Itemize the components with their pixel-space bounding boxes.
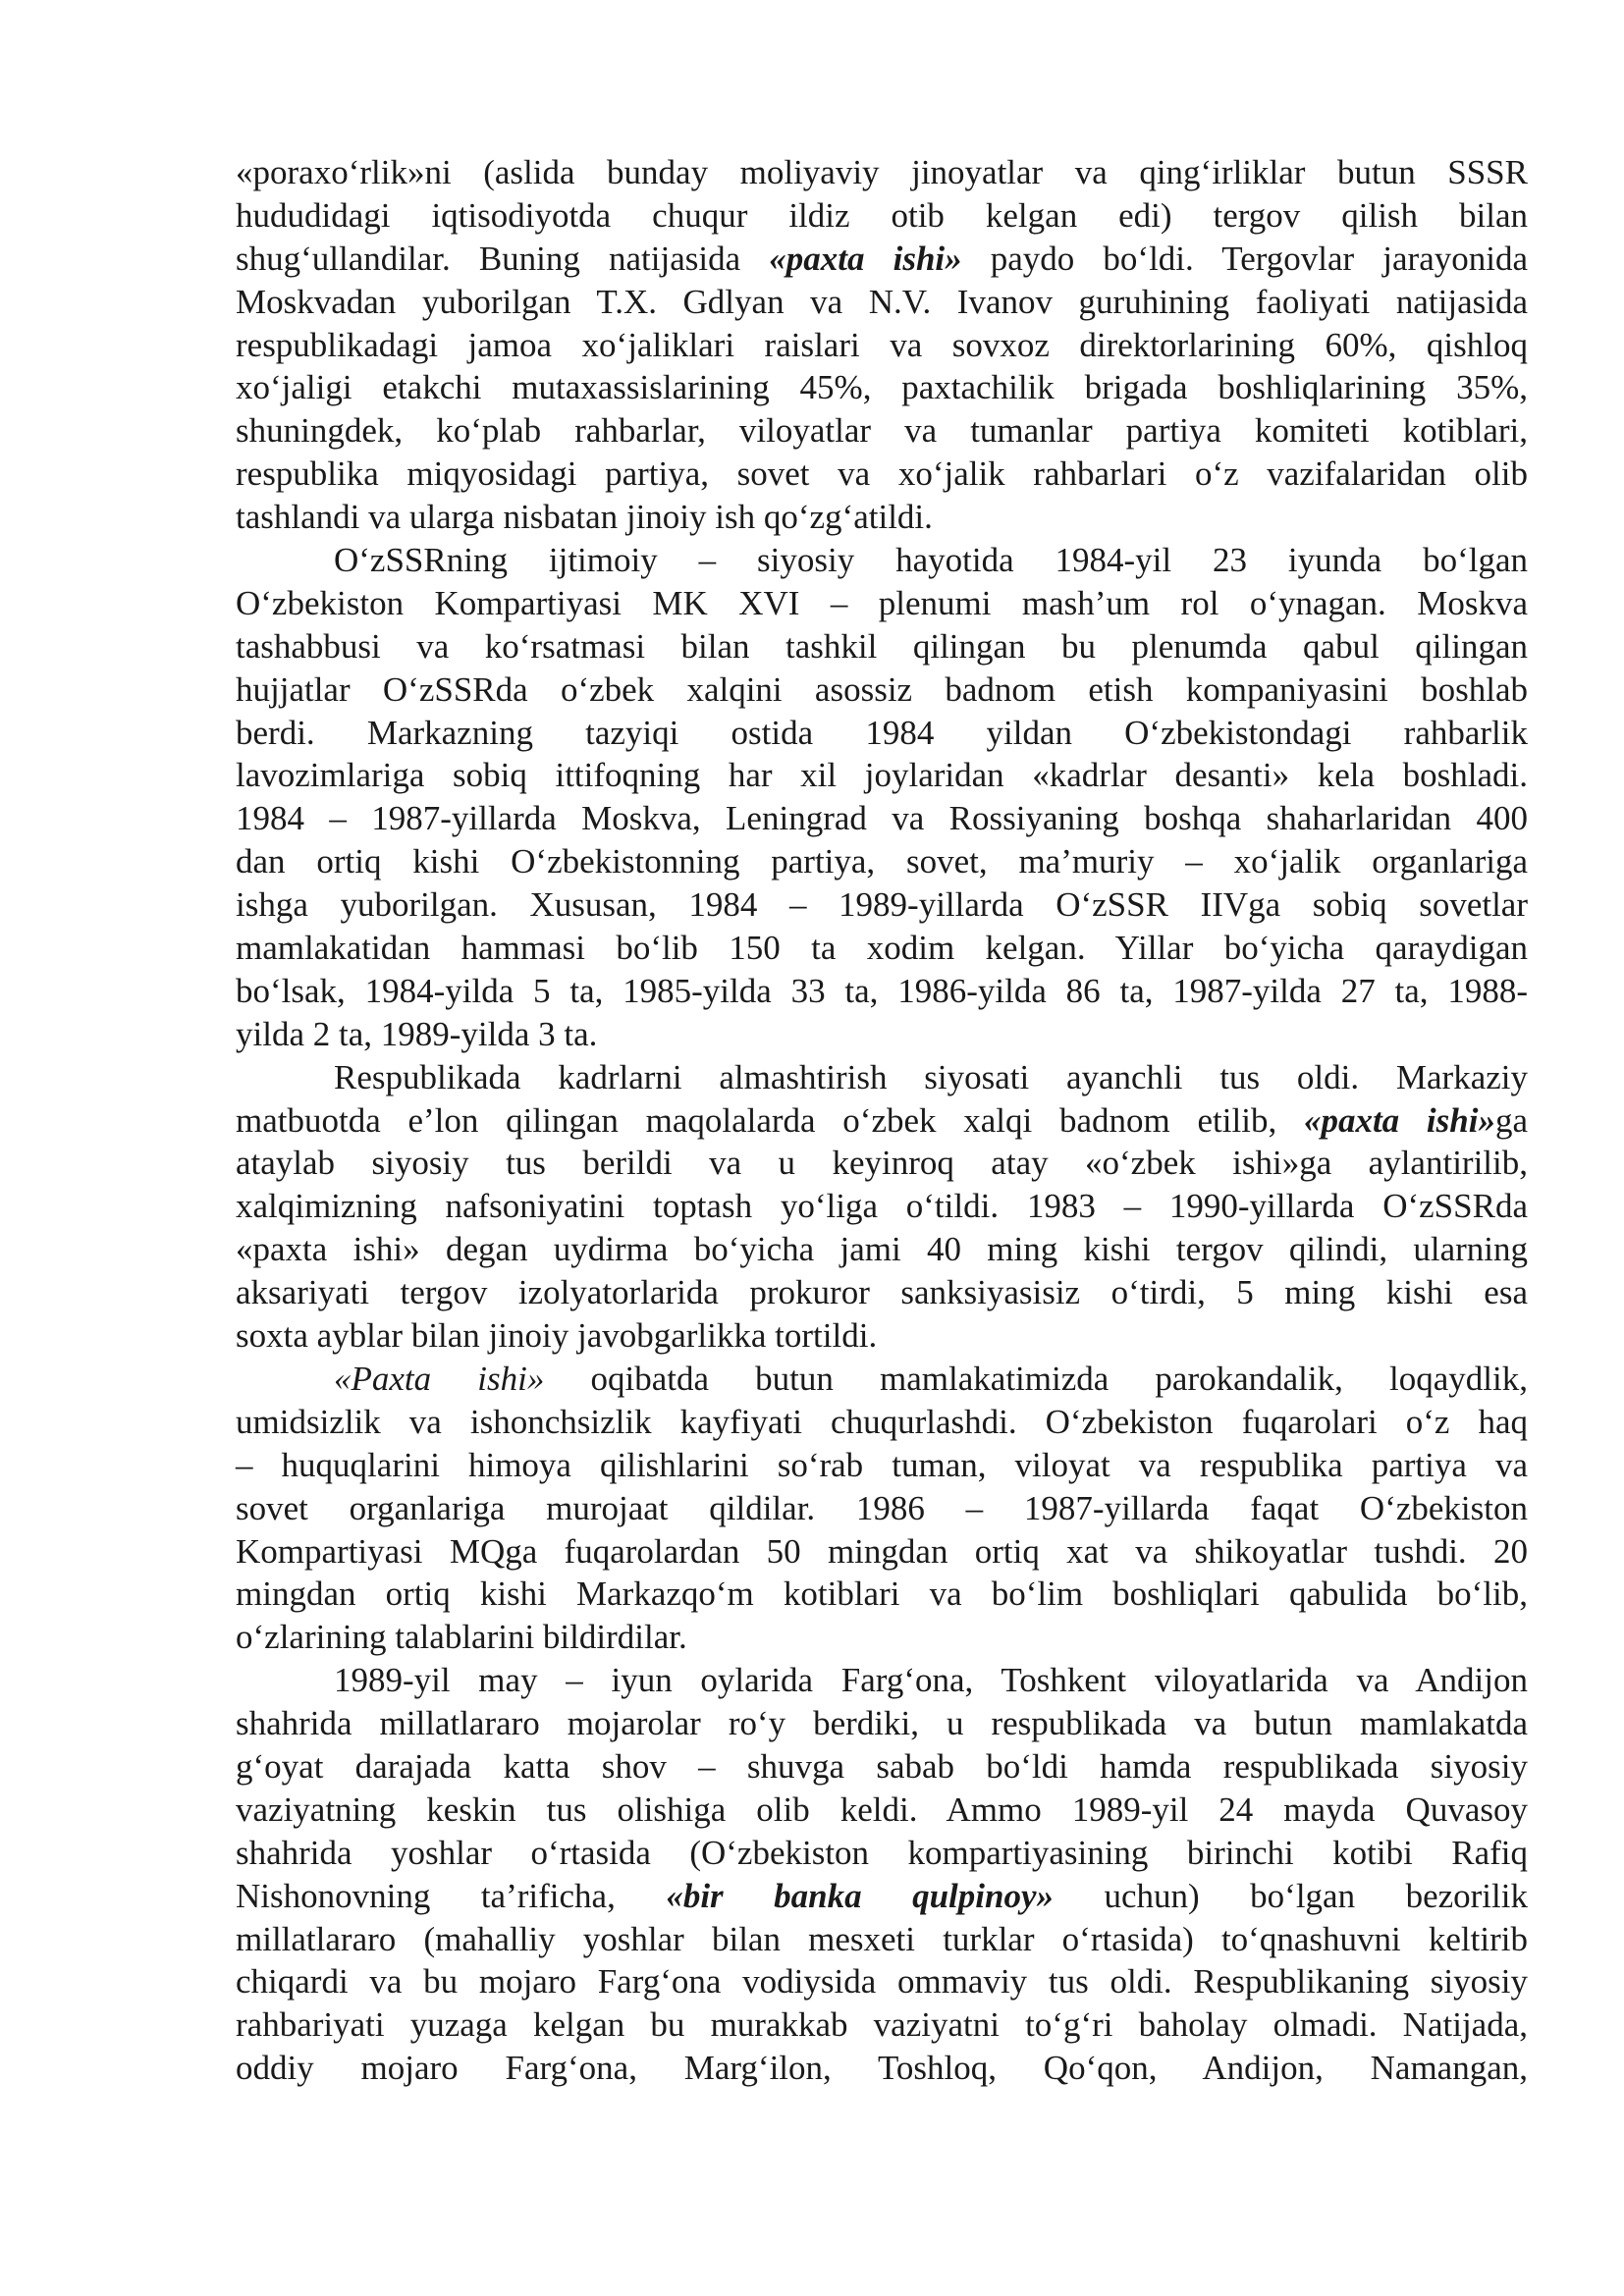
text-run: aksariyati tergov izolyatorlarida prokuror sanksiyasisiz o‘tirdi, 5 ming kishi esa xyxy=(236,1273,1528,1312)
text-line xyxy=(236,754,1528,797)
emphasized-text: «bir banka qulpinoy» xyxy=(666,1876,1055,1915)
text-run: lavozimlariga sobiq ittifoqning har xil joylaridan «kadrlar desanti» kela boshladi. xyxy=(236,756,1528,795)
text-line xyxy=(236,970,1528,1013)
text-line xyxy=(236,840,1528,883)
paragraph xyxy=(236,1358,1528,1659)
text-run: tashlandi va ularga nisbatan jinoiy ish qo‘zg‘atildi. xyxy=(236,498,933,537)
text-line xyxy=(236,1702,1528,1745)
text-line xyxy=(236,409,1528,453)
text-run: ishga yuborilgan. Xususan, 1984 – 1989-yillarda O‘zSSR IIVga sobiq sovetlar xyxy=(236,885,1528,925)
text-line xyxy=(236,712,1528,755)
text-line xyxy=(236,1789,1528,1832)
text-line xyxy=(236,1616,1528,1659)
text-run: mamlakatidan hammasi bo‘lib 150 ta xodim kelgan. Yillar bo‘yicha qaraydigan xyxy=(236,929,1528,968)
text-run: chiqardi va bu mojaro Farg‘ona vodiysida ommaviy tus oldi. Respublikaning siyosiy xyxy=(236,1962,1528,2002)
text-run: ataylab siyosiy tus berildi va u keyinroq atay «o‘zbek ishi»ga aylantirilib, xyxy=(236,1144,1528,1183)
text-line xyxy=(236,1832,1528,1875)
text-line xyxy=(236,883,1528,927)
text-line xyxy=(236,1013,1528,1056)
text-line xyxy=(236,2003,1528,2047)
text-line xyxy=(236,194,1528,238)
text-line xyxy=(236,1314,1528,1358)
text-run: hujjatlar O‘zSSRda o‘zbek xalqini asossiz badnom etish kompaniyasini boshlab xyxy=(236,669,1528,709)
text-line xyxy=(236,2047,1528,2090)
text-line xyxy=(236,1918,1528,1961)
text-run: shuningdek, ko‘plab rahbarlar, viloyatlar va tumanlar partiya komiteti kotiblari, xyxy=(236,411,1528,451)
text-line xyxy=(236,797,1528,840)
text-line xyxy=(236,1228,1528,1271)
text-line xyxy=(236,1875,1528,1918)
text-line xyxy=(236,1099,1528,1143)
text-run: matbuotda e’lon qilingan maqolalarda o‘zbek xalqi badnom etilib, xyxy=(236,1100,1304,1140)
text-run: o‘zlarining talablarini bildirdilar. xyxy=(236,1618,687,1657)
text-line xyxy=(236,539,1528,582)
text-line xyxy=(236,496,1528,539)
text-run: bo‘lsak, 1984-yilda 5 ta, 1985-yilda 33 ta, 1986-yilda 86 ta, 1987-yilda 27 ta, 1988- xyxy=(236,971,1528,1010)
text-run: uchun) bo‘lgan bezorilik xyxy=(1054,1876,1528,1915)
text-run: mingdan ortiq kishi Markazqo‘m kotiblari va bo‘lim boshliqlari qabulida bo‘lib, xyxy=(236,1575,1528,1614)
text-run: berdi. Markazning tazyiqi ostida 1984 yildan O‘zbekistondagi rahbarlik xyxy=(236,713,1528,752)
text-run: O‘zSSRning ijtimoiy – siyosiy hayotida 1984-yil 23 iyunda bo‘lgan xyxy=(334,541,1528,580)
text-line xyxy=(236,1056,1528,1099)
text-run: yilda 2 ta, 1989-yilda 3 ta. xyxy=(236,1014,598,1053)
text-run: xalqimizning nafsoniyatini toptash yo‘liga o‘tildi. 1983 – 1990-yillarda O‘zSSRda xyxy=(236,1187,1528,1226)
text-run: soxta ayblar bilan jinoiy javobgarlikka tortildi. xyxy=(236,1316,878,1356)
text-run: – huquqlarini himoya qilishlarini so‘rab tuman, viloyat va respublika partiya va xyxy=(236,1445,1528,1484)
text-run: shahrida yoshlar o‘rtasida (O‘zbekiston kompartiyasining birinchi kotibi Rafiq xyxy=(236,1833,1528,1872)
text-run: rahbariyati yuzaga kelgan bu murakkab vaziyatni to‘g‘ri baholay olmadi. Natijada, xyxy=(236,2005,1528,2045)
emphasized-text: «paxta ishi» xyxy=(769,239,962,278)
text-run: hududidagi iqtisodiyotda chuqur ildiz otib kelgan edi) tergov qilish bilan xyxy=(236,195,1528,235)
text-run: «paxta ishi» degan uydirma bo‘yicha jami 40 ming kishi tergov qilindi, ularning xyxy=(236,1230,1528,1269)
text-line xyxy=(236,582,1528,625)
emphasized-text: «paxta ishi» xyxy=(1303,1100,1495,1140)
text-run: oqibatda butun mamlakatimizda parokandalik, loqaydlik, xyxy=(544,1359,1528,1398)
text-line xyxy=(236,1487,1528,1530)
text-run: sovet organlariga murojaat qildilar. 1986 – 1987-yillarda faqat O‘zbekiston xyxy=(236,1488,1528,1527)
text-run: respublika miqyosidagi partiya, sovet va xo‘jalik rahbarlari o‘z vazifalaridan olib xyxy=(236,454,1528,494)
text-line xyxy=(236,927,1528,970)
text-run: Nishonovning ta’rificha, xyxy=(236,1876,667,1915)
text-line xyxy=(236,668,1528,712)
text-line xyxy=(236,1358,1528,1401)
text-line xyxy=(236,1271,1528,1314)
text-line xyxy=(236,453,1528,496)
text-line xyxy=(236,366,1528,409)
text-line xyxy=(236,151,1528,194)
text-run: tashabbusi va ko‘rsatmasi bilan tashkil qilingan bu plenumda qabul qilingan xyxy=(236,626,1528,666)
text-run: g‘oyat darajada katta shov – shuvga sabab bo‘ldi hamda respublikada siyosiy xyxy=(236,1746,1528,1786)
text-run: shahrida millatlararo mojarolar ro‘y berdiki, u respublikada va butun mamlakatda xyxy=(236,1704,1528,1743)
text-line xyxy=(236,1573,1528,1616)
text-run: umidsizlik va ishonchsizlik kayfiyati chuqurlashdi. O‘zbekiston fuqarolari o‘z haq xyxy=(236,1402,1528,1441)
text-run: xo‘jaligi etakchi mutaxassislarining 45%, paxtachilik brigada boshliqlarining 35%, xyxy=(236,368,1528,407)
paragraph xyxy=(236,151,1528,539)
text-run: «poraxo‘rlik»ni (aslida bunday moliyaviy jinoyatlar va qing‘irliklar butun SSSR xyxy=(236,153,1528,191)
text-line xyxy=(236,238,1528,281)
text-run: 1989-yil may – iyun oylarida Farg‘ona, Toshkent viloyatlarida va Andijon xyxy=(334,1661,1528,1700)
text-run: Moskvadan yuborilgan T.X. Gdlyan va N.V. Ivanov guruhining faoliyati natijasida xyxy=(236,282,1528,321)
text-line xyxy=(236,1142,1528,1185)
text-run: 1984 – 1987-yillarda Moskva, Leningrad va Rossiyaning boshqa shaharlaridan 400 xyxy=(236,799,1528,838)
text-run: oddiy mojaro Farg‘ona, Marg‘ilon, Toshloq, Qo‘qon, Andijon, Namangan, xyxy=(236,2049,1528,2088)
text-run: paydo bo‘ldi. Tergovlar jarayonida xyxy=(961,239,1529,278)
text-line xyxy=(236,1960,1528,2003)
text-line xyxy=(236,625,1528,668)
text-line xyxy=(236,1185,1528,1228)
paragraph xyxy=(236,1056,1528,1358)
text-line xyxy=(236,1530,1528,1574)
text-run: shug‘ullandilar. Buning natijasida xyxy=(236,239,770,278)
text-run: Kompartiyasi MQga fuqarolardan 50 mingdan ortiq xat va shikoyatlar tushdi. 20 xyxy=(236,1531,1528,1571)
text-line xyxy=(236,324,1528,367)
text-line xyxy=(236,1659,1528,1702)
text-run: vaziyatning keskin tus olishiga olib keldi. Ammo 1989-yil 24 mayda Quvasoy xyxy=(236,1789,1528,1829)
text-run: dan ortiq kishi O‘zbekistonning partiya, sovet, ma’muriy – xo‘jalik organlariga xyxy=(236,842,1528,881)
paragraph xyxy=(236,539,1528,1056)
emphasized-text: «Paxta ishi» xyxy=(334,1359,545,1398)
text-line xyxy=(236,1444,1528,1487)
paragraph xyxy=(236,1659,1528,2090)
text-run: Respublikada kadrlarni almashtirish siyosati ayanchli tus oldi. Markaziy xyxy=(334,1057,1528,1096)
document-page xyxy=(236,151,1528,2090)
text-line xyxy=(236,281,1528,324)
text-run: O‘zbekiston Kompartiyasi MK XVI – plenumi mash’um rol o‘ynagan. Moskva xyxy=(236,583,1528,622)
text-line xyxy=(236,1745,1528,1789)
text-run: millatlararo (mahalliy yoshlar bilan mesxeti turklar o‘rtasida) to‘qnashuvni keltirib xyxy=(236,1919,1528,1958)
text-line xyxy=(236,1401,1528,1444)
text-run: respublikadagi jamoa xo‘jaliklari raislari va sovxoz direktorlarining 60%, qishloq xyxy=(236,325,1528,364)
text-run: ga xyxy=(1494,1100,1528,1140)
